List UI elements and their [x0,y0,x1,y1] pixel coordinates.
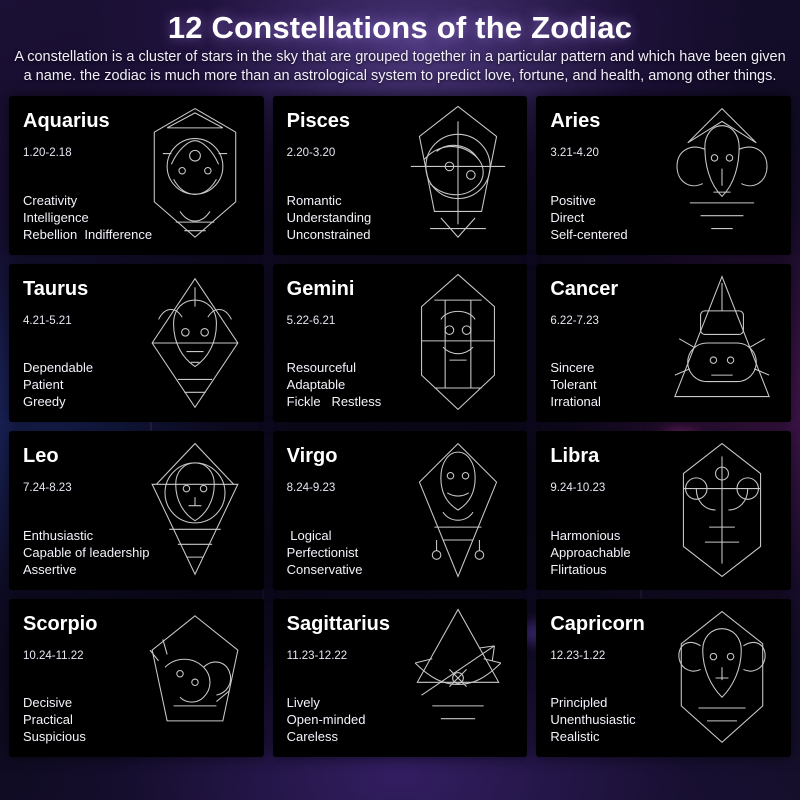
sign-traits [550,527,630,578]
trait: Positive [550,192,596,208]
trait: Careless [286,729,338,744]
sign-name: Cancer [550,277,619,300]
zodiac-card-leo[interactable] [9,431,264,590]
trait: Greedy [23,394,66,409]
trait: Suspicious [23,729,86,744]
sign-traits [23,359,93,410]
trait: Realistic [550,729,600,744]
trait: Romantic [286,192,342,208]
trait: Creativity [23,192,78,208]
sign-name: Pisces [286,110,351,132]
trait: Understanding [286,209,372,225]
zodiac-card-libra[interactable] [536,431,791,590]
zodiac-card-cancer[interactable] [536,264,791,423]
trait: Decisive [23,695,73,710]
zodiac-card-gemini[interactable] [273,264,528,423]
poster-header [0,0,800,86]
zodiac-card-capricorn[interactable] [536,599,791,758]
zodiac-card-aquarius[interactable] [9,96,264,255]
zodiac-card-scorpio[interactable] [9,599,264,758]
zodiac-card-virgo[interactable] [273,431,528,590]
zodiac-card-pisces[interactable] [273,96,528,255]
sign-traits [23,694,86,745]
sign-dates: 3.21-4.20 [550,147,599,159]
sign-dates: 2.20-3.20 [286,147,336,159]
sign-traits [550,694,635,745]
sign-dates: 10.24-11.22 [23,649,84,662]
zodiac-card-taurus[interactable] [9,264,264,423]
sign-name: Libra [550,445,600,467]
trait: Lively [286,695,320,710]
sign-traits [287,192,372,243]
trait: Logical [286,527,332,543]
trait: Capable of leadership [23,544,150,560]
sign-name: Leo [23,445,59,467]
trait: Fickle Restless [286,394,382,409]
trait: Open-minded [286,712,366,727]
trait: Perfectionist [286,544,359,560]
trait: Assertive [23,561,77,577]
sign-name: Taurus [23,277,89,300]
sign-dates: 4.21-5.21 [23,314,72,327]
page-title: 12 Constellations of the Zodiac [167,10,633,45]
sign-dates: 8.24-9.23 [286,482,336,494]
trait: Intelligence [23,209,89,225]
sign-name: Gemini [286,277,355,300]
sign-dates: 11.23-12.22 [286,649,348,662]
sign-dates: 6.22-7.23 [550,314,599,327]
zodiac-card-aries[interactable] [536,96,791,255]
trait: Resourceful [286,360,357,375]
sign-traits [287,694,366,745]
zodiac-grid [0,86,800,766]
trait: Sincere [550,360,595,375]
sign-dates: 12.23-1.22 [550,649,606,662]
zodiac-card-sagittarius[interactable] [273,599,528,758]
sign-traits [23,192,152,243]
trait: Patient [23,377,64,392]
trait: Enthusiastic [23,527,94,543]
trait: Self-centered [550,226,628,242]
sign-dates: 1.20-2.18 [23,147,72,159]
trait: Practical [23,712,73,727]
trait: Unenthusiastic [550,712,636,727]
sign-name: Scorpio [23,612,98,635]
trait: Adaptable [286,377,346,392]
sign-name: Aquarius [23,110,110,132]
trait: Dependable [23,360,94,375]
trait: Irrational [550,394,601,409]
trait: Approachable [550,544,631,560]
sign-name: Aries [550,110,601,132]
sign-dates: 7.24-8.23 [23,482,72,494]
trait: Principled [550,695,608,710]
sign-traits [287,359,382,410]
page-subtitle: A constellation is a cluster of stars in the sky that are grouped together in a particular pattern and which have been given a name. the zodiac is much more than an astrological system to predict love, fortune, and health, among other things. [14,49,786,84]
sign-name: Sagittarius [286,612,391,635]
sign-traits [550,192,627,243]
sign-traits [23,527,149,578]
sign-traits [287,527,363,578]
sign-traits [550,359,601,410]
trait: Unconstrained [286,226,371,242]
trait: Conservative [286,561,363,577]
sign-name: Virgo [286,445,338,467]
sign-dates: 9.24-10.23 [550,482,606,494]
trait: Tolerant [550,377,597,392]
sign-dates: 5.22-6.21 [286,314,336,327]
trait: Flirtatious [550,561,607,577]
trait: Rebellion Indifference [23,226,153,242]
sign-name: Capricorn [550,612,645,635]
trait: Direct [550,209,585,225]
trait: Harmonious [550,527,621,543]
